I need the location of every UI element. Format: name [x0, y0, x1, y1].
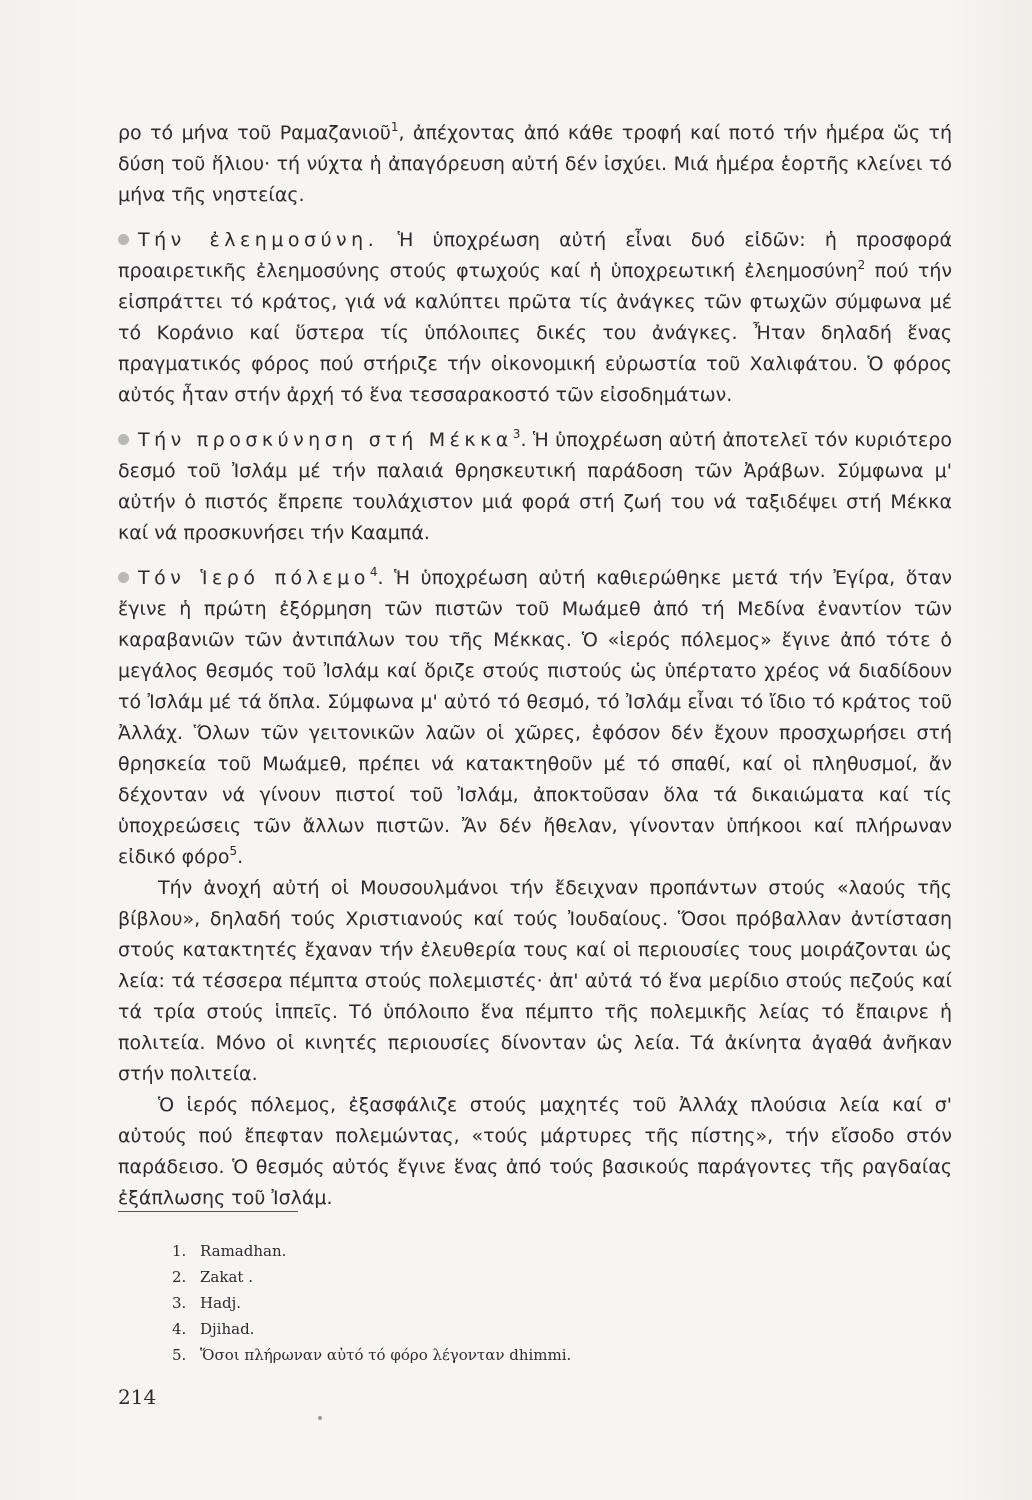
footnote-ref-4: 4	[369, 565, 378, 579]
paragraph-holy-war: Τόν Ἱερό πόλεμο$^4$. Ἡ ὑποχρέωση αὐτή καθιερώθηκε μετά τήν Ἐγίρα, ὅταν ἔγινε ἡ πρώτη ἐξόρμηση τῶν πιστῶν τοῦ Μωάμεθ ἀπό τή Μεδίνα ἐναντίον τῶν καραβανιῶν τῶν ἀντιπάλων του τῆς Μέκκας. Ὁ «ἱερός πόλεμος» ἔγινε ἀπό τότε ὁ μεγάλος θεσμός τοῦ Ἰσλάμ καί ὅριζε στούς πιστούς ὡς ὑπέρτατο χρέος νά διαδίδουν τό Ἰσλάμ μέ τά ὅπλα. Σύμφωνα μ' αὐτό τό θεσμό, τό Ἰσλάμ εἶναι τό ἴδιο τό κράτος τοῦ Ἀλλάχ. Ὅλων τῶν γειτονικῶν λαῶν οἱ χῶρες, ἐφόσον δέν ἔχουν προσχωρήσει στή θρησκεία τοῦ Μωάμεθ, πρέπει νά κατακτηθοῦν μέ τό σπαθί, καί οἱ πληθυσμοί, ἄν δέχονταν νά γίνουν πιστοί τοῦ Ἰσλάμ, ἀποκτοῦσαν ὅλα τά δικαιώματα καί τίς ὑποχρεώσεις τῶν ἄλλων πιστῶν. Ἄν δέν ἤθελαν, γίνονταν ὑπήκοοι καί πλήρωναν εἰδικό φόρο$^5$.	[118, 565, 952, 868]
footnote-item: 5. Ὅσοι πλήρωναν αὐτό τό φόρο λέγονταν dhimmi.	[172, 1346, 572, 1364]
body-text	[118, 118, 952, 1214]
paragraph-almsgiving: Τήν ἐλεημοσύνη. Ἡ ὑποχρέωση αὐτή εἶναι δυό εἰδῶν: ἡ προσφορά προαιρετικῆς ἐλεημοσύνης στούς φτωχούς καί ἡ ὑποχρεωτική ἐλεημοσύνη$^2$ πού τήν εἰσπράττει τό κράτος, γιά νά καλύπτει πρῶτα τίς ἀνάγκες τῶν φτωχῶν σύμφωνα μέ τό Κοράνιο καί ὕστερα τίς ὑπόλοιπες δικές του ἀνάγκες. Ἦταν δηλαδή ἕνας πραγματικός φόρος πού στήριζε τήν οἰκονομική εὐρωστία τοῦ Χαλιφάτου. Ὁ φόρος αὐτός ἦταν στήν ἀρχή τό ἕνα τεσσαρακοστό τῶν εἰσοδημάτων.	[118, 229, 952, 406]
footnote-item: 1. Ramadhan.	[172, 1242, 287, 1260]
paper-speck	[318, 1416, 322, 1420]
bullet-icon	[118, 572, 129, 583]
section-heading-alms: Τήν ἐλεημοσύνη.	[138, 229, 379, 251]
footnote-item: 2. Zakat .	[172, 1268, 253, 1286]
paragraph-fasting-end: ρο τό μήνα τοῦ Ραμαζανιοῦ$^1$, ἀπέχοντας ἀπό κάθε τροφή καί ποτό τήν ἡμέρα ὥς τή δύση τοῦ ἥλιου· τή νύχτα ἡ ἀπαγόρευση αὐτή δέν ἰσχύει. Μιά ἡμέρα ἑορτῆς κλείνει τό μήνα τῆς νηστείας.	[118, 120, 952, 206]
paragraph-tolerance: Τήν ἀνοχή αὐτή οἱ Μουσουλμάνοι τήν ἔδειχναν προπάντων στούς «λαούς τῆς βίβλου», δηλαδή τούς Χριστιανούς καί τούς Ἰουδαίους. Ὅσοι πρόβαλλαν ἀντίσταση στούς κατακτητές ἔχαναν τήν ἐλευθερία τους καί οἱ περιουσίες τους μοιράζονται ὡς λεία: τά τέσσερα πέμπτα στούς πολεμιστές· ἀπ' αὐτά τό ἕνα μερίδιο στούς πεζούς καί τά τρία στούς ἱππεῖς. Τό ὑπόλοιπο ἕνα πέμπτο τῆς πολεμικῆς λείας τό ἔπαιρνε ἡ πολιτεία. Μόνο οἱ κινητές περιουσίες δίνονταν ὡς λεία. Τά ἀκίνητα ἀγαθά ἀνῆκαν στήν πολιτεία.	[118, 877, 952, 1085]
paragraph-conclusion: Ὁ ἱερός πόλεμος, ἐξασφάλιζε στούς μαχητές τοῦ Ἀλλάχ πλούσια λεία καί σ' αὐτούς πού ἔπεφταν πολεμώντας, «τούς μάρτυρες τῆς πίστης», τήν εἴσοδο στόν παράδεισο. Ὁ θεσμός αὐτός ἔγινε ἕνας ἀπό τούς βασικούς παράγοντες τῆς ραγδαίας ἐξάπλωσης τοῦ Ἰσλάμ.	[118, 1094, 952, 1209]
footnote-ref-2: 2	[857, 258, 866, 272]
bullet-icon	[118, 434, 129, 445]
footnotes	[172, 1238, 571, 1368]
footnote-divider	[118, 1211, 298, 1212]
footnote-ref-5: 5	[229, 844, 238, 858]
page-number: 214	[118, 1385, 157, 1409]
footnote-item: 4. Djihad.	[172, 1320, 255, 1338]
section-heading-pilgrimage: Τήν προσκύνηση στή Μέκκα	[138, 429, 513, 451]
footnote-item: 3. Hadj.	[172, 1294, 242, 1312]
footnote-ref-1: 1	[390, 120, 399, 134]
section-heading-holy-war: Τόν Ἱερό πόλεμο	[138, 567, 370, 589]
bullet-icon	[118, 234, 129, 245]
footnote-ref-3: 3	[512, 427, 521, 441]
paragraph-pilgrimage: Τήν προσκύνηση στή Μέκκα$^3$. Ἡ ὑποχρέωση αὐτή ἀποτελεῖ τόν κυριότερο δεσμό τοῦ Ἰσλάμ μέ τήν παλαιά θρησκευτική παράδοση τῶν Ἀράβων. Σύμφωνα μ' αὐτήν ὁ πιστός ἔπρεπε τουλάχιστον μιά φορά στή ζωή του νά ταξιδέψει στή Μέκκα καί νά προσκυνήσει τήν Κααμπά.	[118, 427, 952, 544]
